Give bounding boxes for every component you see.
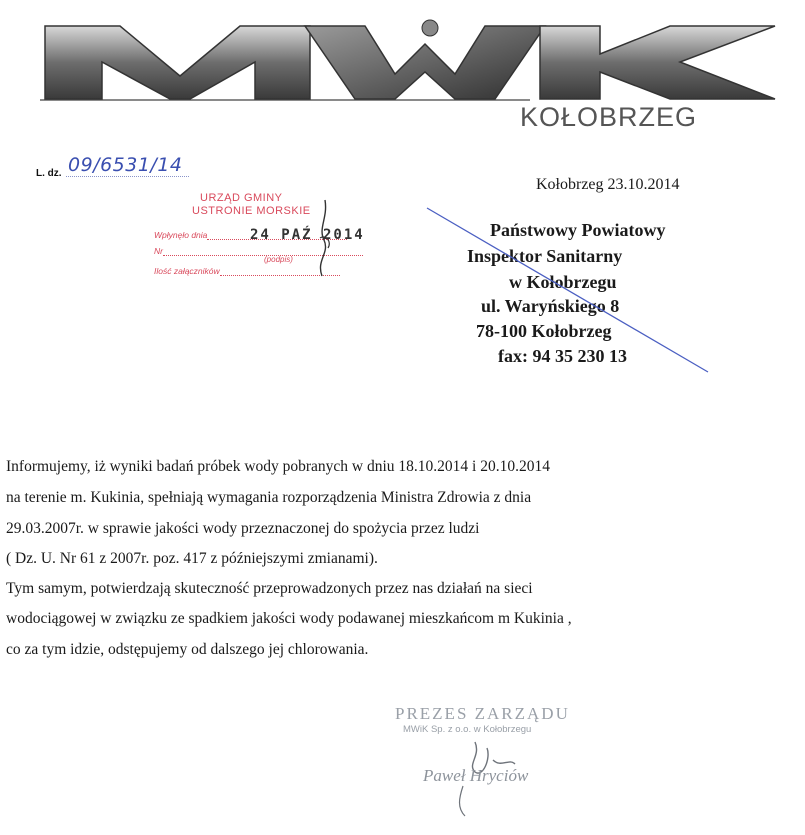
stamp-attachments-label: Ilość załączników — [154, 266, 220, 276]
signature-name: Paweł Hryciów — [423, 766, 529, 785]
signature-block — [395, 700, 595, 820]
received-stamp — [140, 190, 380, 286]
signature-company: MWiK Sp. z o.o. w Kołobrzegu — [403, 724, 532, 735]
stamp-signature-label: (podpis) — [264, 255, 293, 264]
reference-label: L. dz. — [36, 168, 62, 179]
addressee-line-1: Państwowy Powiatowy — [490, 220, 666, 240]
body-line-6: wodociągowej w związku ze spadkiem jakości wody podawanej mieszkańcom m Kukinia , — [6, 610, 572, 627]
body-line-1: Informujemy, iż wyniki badań próbek wody pobranych w dniu 18.10.2014 i 20.10.2014 — [6, 458, 550, 475]
stamp-office-name: URZĄD GMINY — [200, 192, 283, 204]
body-line-7: co za tym idzie, odstępujemy od dalszego jej chlorowania. — [6, 641, 369, 658]
reference-number: 09/6531/14 — [66, 154, 189, 177]
document-date: Kołobrzeg 23.10.2014 — [536, 176, 680, 193]
body-line-2: na terenie m. Kukinia, spełniają wymagania rozporządzenia Ministra Zdrowia z dnia — [6, 489, 532, 506]
addressee-line-2: Inspektor Sanitarny — [467, 246, 623, 266]
stamp-received-date: 24 PAŹ 2014 — [250, 227, 365, 243]
stamp-signature-scribble — [310, 198, 340, 278]
signature-title: PREZES ZARZĄDU — [395, 704, 570, 723]
stamp-received-label: Wpłynęło dnia — [154, 230, 208, 240]
body-line-3: 29.03.2007r. w sprawie jakości wody przeznaczonej do spożycia przez ludzi — [6, 520, 480, 537]
stamp-nr-label: Nr — [154, 246, 163, 256]
addressee-line-6: fax: 94 35 230 13 — [498, 346, 627, 366]
stamp-office-location: USTRONIE MORSKIE — [192, 205, 311, 217]
logo-city-name: KOŁOBRZEG — [520, 102, 698, 132]
addressee-line-3: w Kołobrzegu — [509, 272, 617, 292]
addressee-line-5: 78-100 Kołobrzeg — [476, 321, 612, 341]
addressee-strike-line — [425, 206, 710, 376]
body-line-4: ( Dz. U. Nr 61 z 2007r. poz. 417 z późniejszymi zmianami). — [6, 550, 378, 567]
body-line-5: Tym samym, potwierdzają skuteczność przeprowadzonych przez nas działań na sieci — [6, 580, 533, 597]
addressee-line-4: ul. Waryńskiego 8 — [481, 296, 620, 316]
